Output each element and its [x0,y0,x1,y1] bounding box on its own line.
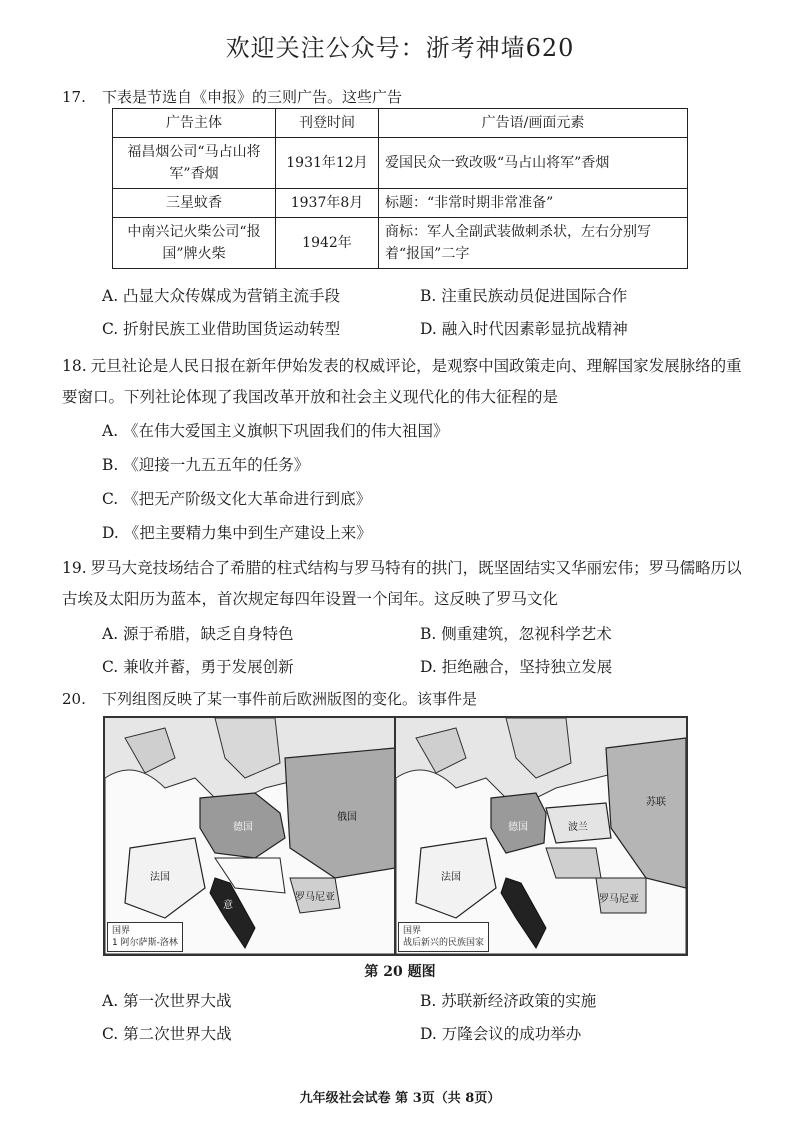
question-number: 19. [62,559,87,577]
table-cell: 中南兴记火柴公司“报国”牌火柴 [113,218,276,269]
question-number: 20. [62,690,86,708]
legend-item: 国界 [403,926,422,936]
map-label: 德国 [233,822,253,833]
option-c[interactable]: C. 第二次世界大战 [102,1025,232,1043]
table-row [113,218,688,269]
map-label: 意 [223,900,233,911]
map-label: 法国 [441,872,461,883]
question-text: 罗马大竞技场结合了希腊的柱式结构与罗马特有的拱门，既坚固结实又华丽宏伟；罗马儒略历以古埃及太阳历为蓝本，首次规定每四年设置一个闰年。这反映了罗马文化 [62,559,742,608]
page-footer: 九年级社会试卷 第 3页（共 8页） [299,1091,501,1106]
question-text: 下表是节选自《申报》的三则广告。这些广告 [102,88,403,106]
legend-item: 国界 [112,926,131,936]
option-d[interactable]: D. 融入时代因素彰显抗战精神 [420,320,628,338]
question-20-stem [62,688,477,710]
table-header: 广告语/画面元素 [379,109,688,138]
table-header: 刊登时间 [276,109,379,138]
question-19-stem [62,553,752,615]
europe-map-before-graphic [105,718,395,954]
table-cell: 标题：“非常时期非常准备” [379,189,688,218]
question-text: 下列组图反映了某一事件前后欧洲版图的变化。该事件是 [102,690,478,708]
table-cell: 1942年 [276,218,379,269]
map-label: 波兰 [568,822,588,833]
question-number: 17. [62,88,86,106]
map-label: 德国 [508,822,528,833]
table-header: 广告主体 [113,109,276,138]
option-b[interactable]: B. 《迎接一九五五年的任务》 [102,456,310,474]
map-label: 罗马尼亚 [599,894,639,905]
option-a[interactable]: A. 凸显大众传媒成为营销主流手段 [102,287,341,305]
page-header: 欢迎关注公众号：浙考神墙620 [225,34,575,62]
map-legend [398,922,489,952]
legend-item: 1 阿尔萨斯-洛林 [112,938,178,948]
option-a[interactable]: A. 《在伟大爱国主义旗帜下巩固我们的伟大祖国》 [102,422,449,440]
map-legend [107,922,183,952]
option-c[interactable]: C. 兼收并蓄，勇于发展创新 [102,658,294,676]
legend-item: 战后新兴的民族国家 [403,938,485,948]
table-cell: 1931年12月 [276,138,379,189]
table-cell: 爱国民众一致改吸“马占山将军”香烟 [379,138,688,189]
option-b[interactable]: B. 注重民族动员促进国际合作 [420,287,628,305]
question-text: 元旦社论是人民日报在新年伊始发表的权威评论，是观察中国政策走向、理解国家发展脉络的重要窗口。下列社论体现了我国改革开放和社会主义现代化的伟大征程的是 [62,357,742,406]
advertisement-table [112,108,688,269]
option-b[interactable]: B. 侧重建筑，忽视科学艺术 [420,625,612,643]
map-label: 苏联 [646,797,666,808]
map-label: 罗马尼亚 [295,892,335,903]
map-after [394,716,688,956]
table-row [113,189,688,218]
europe-map-after-graphic [396,718,686,954]
option-d[interactable]: D. 万隆会议的成功举办 [420,1025,582,1043]
option-c[interactable]: C. 《把无产阶级文化大革命进行到底》 [102,490,372,508]
map-label: 俄国 [337,812,357,823]
table-cell: 三星蚊香 [113,189,276,218]
option-d[interactable]: D. 《把主要精力集中到生产建设上来》 [102,524,372,542]
table-cell: 1937年8月 [276,189,379,218]
option-d[interactable]: D. 拒绝融合，坚持独立发展 [420,658,613,676]
option-a[interactable]: A. 源于希腊，缺乏自身特色 [102,625,294,643]
table-header-row [113,109,688,138]
table-row [113,138,688,189]
table-cell: 商标：军人全副武装做刺杀状，左右分别写着“报国”二字 [379,218,688,269]
map-label: 法国 [150,872,170,883]
table-cell: 福昌烟公司“马占山将军”香烟 [113,138,276,189]
option-a[interactable]: A. 第一次世界大战 [102,992,232,1010]
question-17-stem [62,86,402,108]
question-18-stem [62,351,752,413]
figure-caption: 第 20 题图 [364,964,436,980]
map-before [103,716,397,956]
option-c[interactable]: C. 折射民族工业借助国货运动转型 [102,320,341,338]
option-b[interactable]: B. 苏联新经济政策的实施 [420,992,597,1010]
question-number: 18. [62,357,87,375]
